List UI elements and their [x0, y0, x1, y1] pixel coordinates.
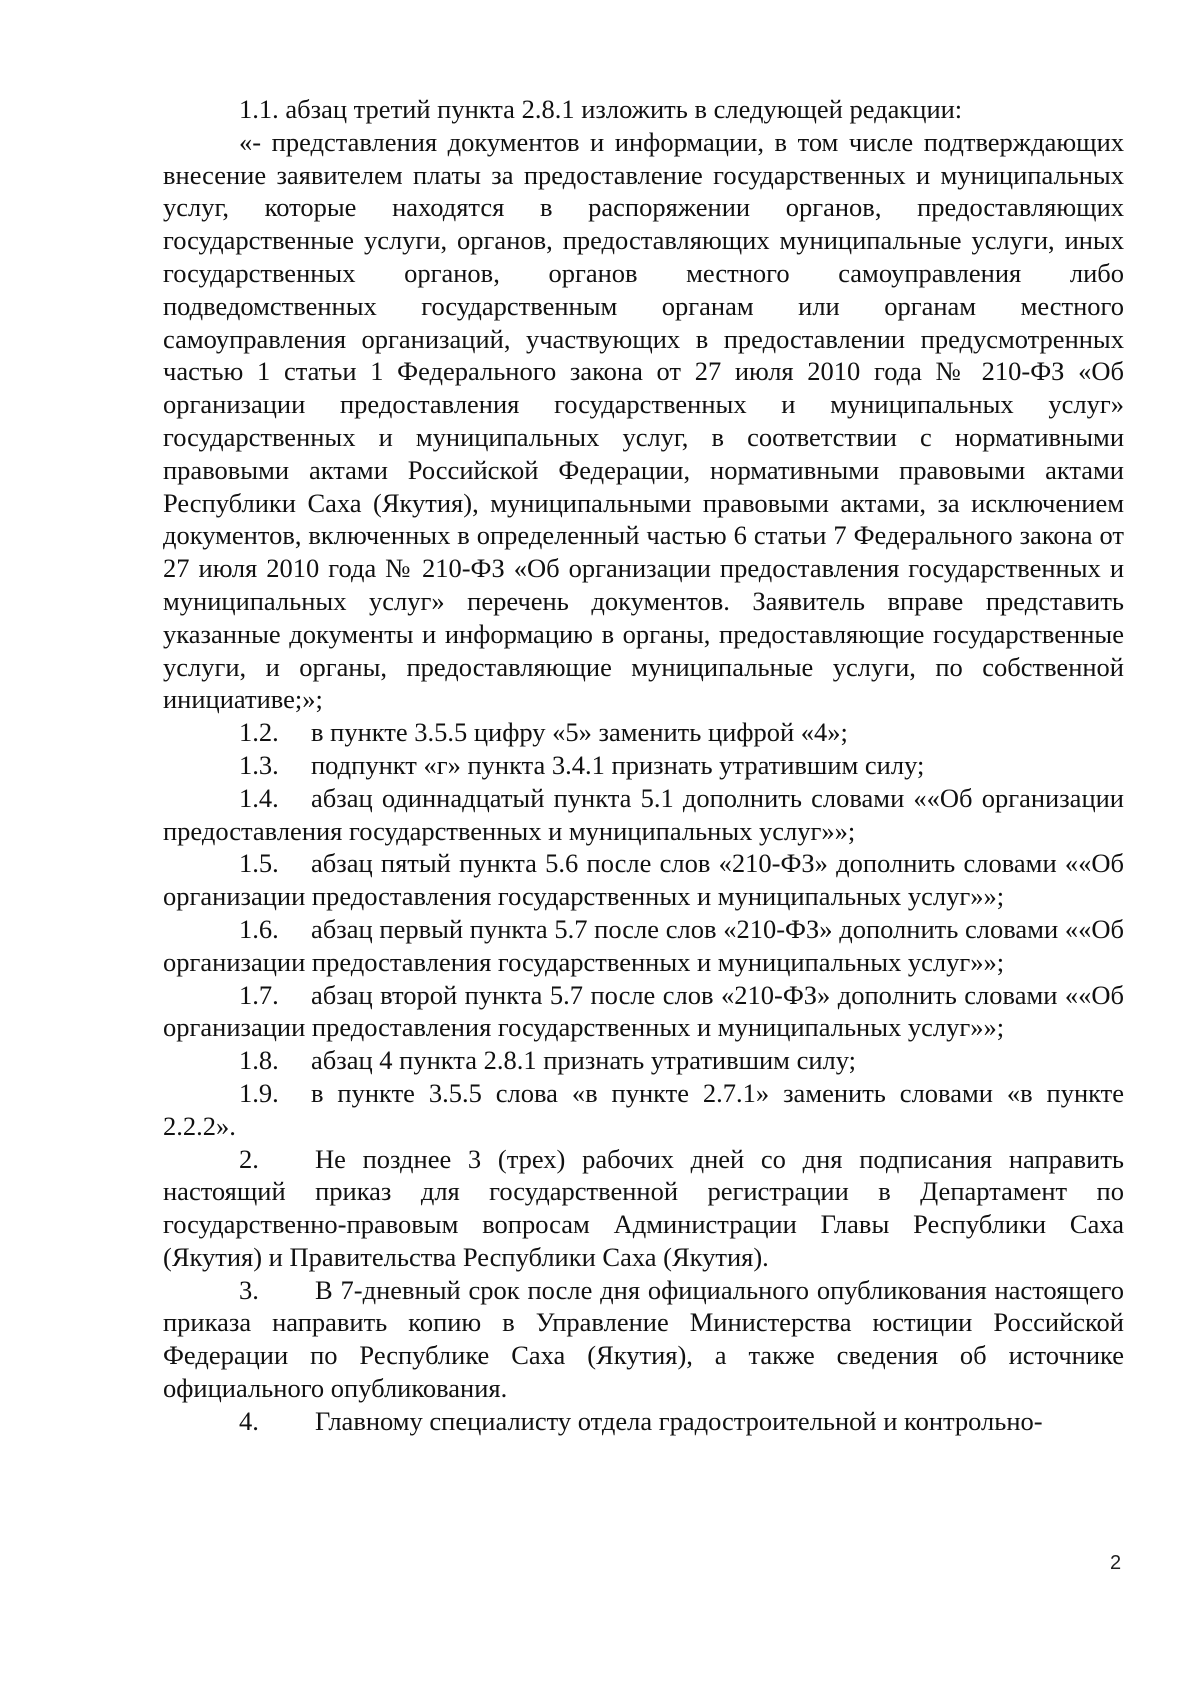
- paragraph-text: подпункт «г» пункта 3.4.1 признать утратившим силу;: [311, 749, 925, 780]
- paragraph-number: 1.3.: [239, 749, 279, 780]
- paragraph-1-5: [163, 847, 1124, 913]
- paragraph-text: В 7-дневный срок после дня официального опубликования настоящего приказа направить копию в Управление Министерства юстиции Российской Федерации по Республике Саха (Якутия), а также сведения об источнике официального опубликования.: [163, 1274, 1124, 1404]
- paragraph-number: 1.7.: [239, 979, 279, 1010]
- paragraph-number: 1.4.: [239, 782, 279, 813]
- paragraph-number: 1.8.: [239, 1045, 279, 1076]
- paragraph-number: 1.2.: [239, 717, 279, 748]
- paragraph-text: в пункте 3.5.5 цифру «5» заменить цифрой «4»;: [311, 717, 848, 748]
- paragraph-text: в пункте 3.5.5 слова «в пункте 2.7.1» заменить словами «в пункте 2.2.2».: [163, 1077, 1124, 1141]
- paragraph-1-1-heading: 1.1. абзац третий пункта 2.8.1 изложить в следующей редакции:: [239, 94, 963, 124]
- paragraph-number: 1.9.: [239, 1077, 279, 1108]
- paragraph-text: абзац первый пункта 5.7 после слов «210-ФЗ» дополнить словами ««Об организации предоставления государственных и муниципальных услуг»»;: [163, 913, 1124, 977]
- paragraph-text: Главному специалисту отдела градостроительной и контрольно-: [315, 1405, 1043, 1436]
- paragraph-1-2: [163, 716, 1124, 749]
- page-number: 2: [1110, 1552, 1122, 1574]
- paragraph-text: абзац одиннадцатый пункта 5.1 дополнить словами ««Об организации предоставления государственных и муниципальных услуг»»;: [163, 782, 1124, 846]
- paragraph-number: 3.: [239, 1274, 259, 1305]
- paragraph-text: абзац 4 пункта 2.8.1 признать утратившим силу;: [311, 1045, 857, 1076]
- paragraph-1-1-quote: «- представления документов и информации, в том числе подтверждающих внесение заявителем платы за предоставление государственных и муниципальных услуг, которые находятся в распоряжении органов, предоставляющих государственные услуги, органов, предоставляющих муниципальные услуги, иных государственных органов, органов местного самоуправления либо подведомственных государственным органам или органам местного самоуправления организаций, участвующих в предоставлении предусмотренных частью 1 статьи 1 Федерального закона от 27 июля 2010 года № 210-ФЗ «Об организации предоставления государственных и муниципальных услуг» государственных и муниципальных услуг, в соответствии с нормативными правовыми актами Российской Федерации, нормативными правовыми актами Республики Саха (Якутия), муниципальными правовыми актами, за исключением документов, включенных в определенный частью 6 статьи 7 Федерального закона от 27 июля 2010 года № 210-ФЗ «Об организации предоставления государственных и муниципальных услуг» перечень документов. Заявитель вправе представить указанные документы и информацию в органы, предоставляющие государственные услуги, и органы, предоставляющие муниципальные услуги, по собственной инициативе;»;: [163, 126, 1124, 715]
- paragraph-number: 4.: [239, 1405, 259, 1436]
- paragraph-number: 2.: [239, 1143, 259, 1174]
- paragraph-2: [163, 1143, 1124, 1274]
- paragraph-1-9: [163, 1077, 1124, 1143]
- document-body: [163, 93, 1124, 1438]
- paragraph-1-8: [163, 1044, 1124, 1077]
- paragraph-number: 1.6.: [239, 913, 279, 944]
- paragraph-1-4: [163, 782, 1124, 848]
- paragraph-text: абзац пятый пункта 5.6 после слов «210-ФЗ» дополнить словами ««Об организации предоставления государственных и муниципальных услуг»»;: [163, 848, 1124, 912]
- paragraph-text: Не позднее 3 (трех) рабочих дней со дня подписания направить настоящий приказ для государственной регистрации в Департамент по государственно-правовым вопросам Администрации Главы Республики Саха (Якутия) и Правительства Республики Саха (Якутия).: [163, 1143, 1124, 1272]
- paragraph-1-7: [163, 979, 1124, 1045]
- paragraph-1-3: [163, 749, 1124, 782]
- paragraph-3: [163, 1274, 1124, 1405]
- paragraph-text: абзац второй пункта 5.7 после слов «210-ФЗ» дополнить словами ««Об организации предоставления государственных и муниципальных услуг»»;: [163, 979, 1124, 1043]
- paragraph-4: [163, 1405, 1124, 1438]
- paragraph-number: 1.5.: [239, 848, 279, 879]
- paragraph-1-6: [163, 913, 1124, 979]
